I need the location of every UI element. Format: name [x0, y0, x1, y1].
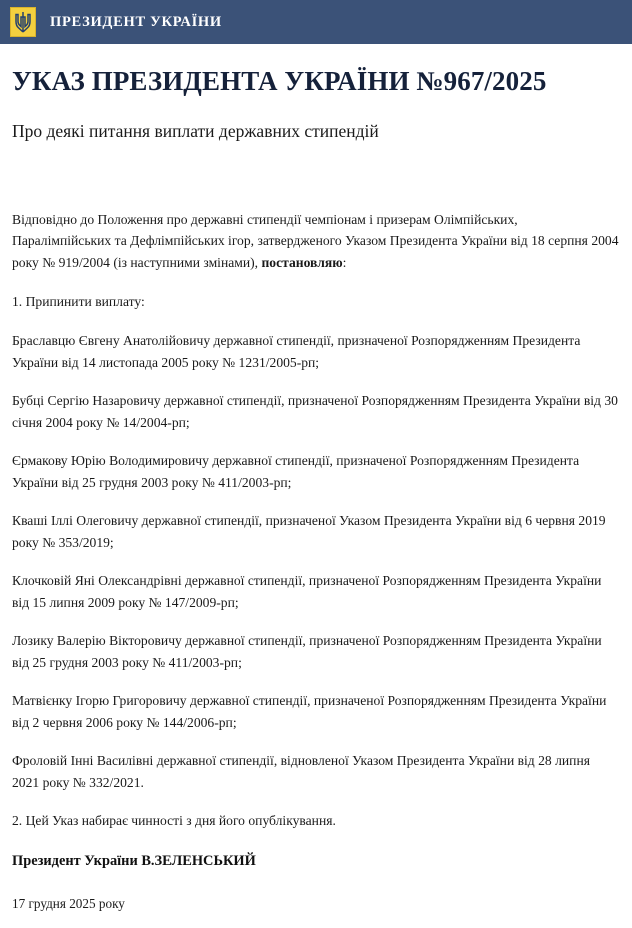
document-subtitle: Про деякі питання виплати державних стипендій — [12, 120, 379, 141]
intro-text-part1: Відповідно до Положення про державні стипендії чемпіонам і призерам Олімпійських, Паралімпійських та Дефлімпійських ігор, затвердженого Указом Президента України від 18 серпня 2004 року № 919/2004 (із наступними змінами), — [12, 211, 619, 270]
intro-text-part2: : — [342, 254, 347, 270]
list-item: Кваші Іллі Олеговичу державної стипендії, призначеної Указом Президента України від 6 червня 2019 року № 353/2019; — [12, 513, 606, 550]
list-item: Браславцю Євгену Анатолійовичу державної стипендії, призначеної Розпорядженням Президента України від 14 листопада 2005 року № 1231/2005-рп; — [12, 333, 581, 370]
clause-2: 2. Цей Указ набирає чинності з дня його опублікування. — [12, 812, 336, 828]
list-item: Клочковій Яні Олександрівні державної стипендії, призначеної Розпорядженням Президента України від 15 липня 2009 року № 147/2009-рп; — [12, 573, 602, 610]
header-title: ПРЕЗИДЕНТ УКРАЇНИ — [50, 13, 222, 30]
ukraine-trident-emblem-icon — [10, 7, 36, 37]
document-content — [0, 66, 632, 912]
document-date: 17 грудня 2025 року — [12, 896, 125, 912]
clause-1: 1. Припинити виплату: — [12, 294, 145, 310]
list-item: Бубці Сергію Назаровичу державної стипендії, призначеної Розпорядженням Президента України від 30 січня 2004 року № 14/2004-рп; — [12, 393, 618, 430]
document-body — [12, 209, 620, 913]
page-title: УКАЗ ПРЕЗИДЕНТА УКРАЇНИ №967/2025 — [12, 66, 547, 96]
list-item: Лозику Валерію Вікторовичу державної стипендії, призначеної Розпорядженням Президента України від 25 грудня 2003 року № 411/2003-рп; — [12, 633, 602, 670]
list-item: Єрмакову Юрію Володимировичу державної стипендії, призначеної Розпорядженням Президента України від 25 грудня 2003 року № 411/2003-рп; — [12, 453, 580, 490]
list-item: Фроловій Інні Василівні державної стипендії, відновленої Указом Президента України від 28 липня 2021 року № 332/2021. — [12, 753, 590, 790]
intro-text-bold: постановляю — [261, 254, 343, 270]
intro-paragraph — [12, 209, 620, 273]
signature-line: Президент України В.ЗЕЛЕНСЬКИЙ — [12, 853, 256, 870]
site-header — [0, 0, 632, 44]
list-item: Матвієнку Ігорю Григоровичу державної стипендії, призначеної Розпорядженням Президента України від 2 червня 2006 року № 144/2006-рп; — [12, 693, 607, 730]
